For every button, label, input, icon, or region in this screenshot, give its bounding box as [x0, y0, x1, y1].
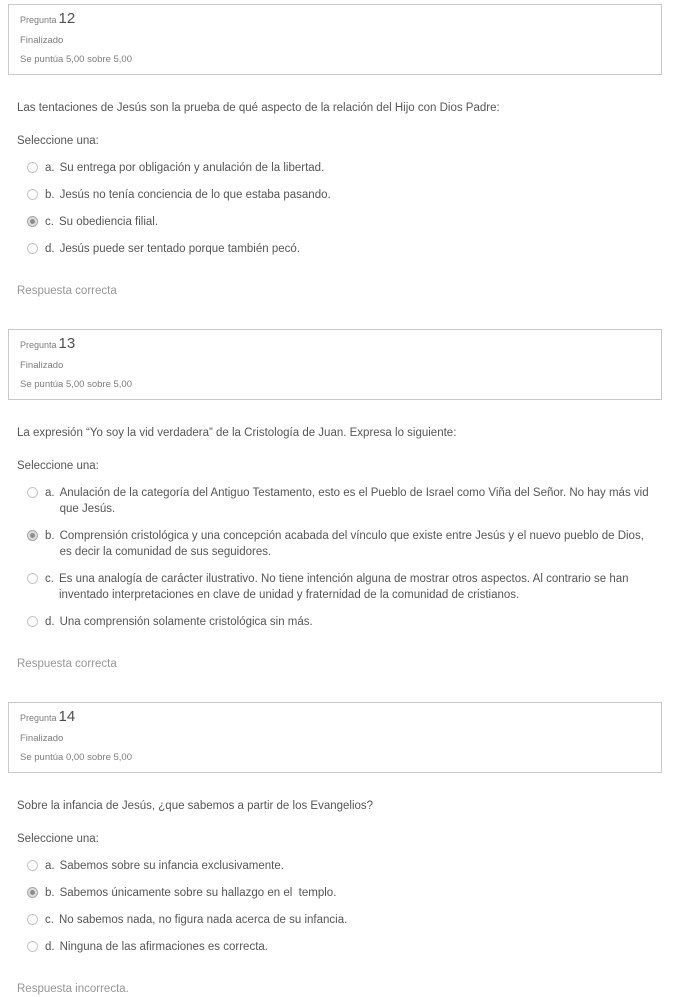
option-key: d. [45, 243, 55, 255]
answer-option-a[interactable] [17, 485, 670, 517]
radio-button-icon[interactable] [27, 616, 38, 627]
question-content [0, 798, 700, 997]
answer-option-d[interactable] [17, 614, 670, 630]
question-text: Las tentaciones de Jesús son la prueba de qué aspecto de la relación del Hijo con Dios Padre: [17, 102, 500, 114]
radio-button-icon[interactable] [27, 914, 38, 925]
radio-button-icon[interactable] [27, 189, 38, 200]
question-content [0, 425, 700, 672]
answer-option-d[interactable] [17, 939, 670, 955]
answer-option-b[interactable] [17, 187, 670, 203]
option-text: Una comprensión solamente cristológica sin más. [59, 616, 313, 628]
option-key: c. [45, 914, 54, 926]
question-grade: Se puntúa 0,00 sobre 5,00 [20, 752, 132, 763]
question-text: Sobre la infancia de Jesús, ¿que sabemos a partir de los Evangelios? [17, 800, 374, 812]
radio-button-icon[interactable] [27, 530, 38, 541]
question-info-box [8, 4, 662, 75]
option-text: Anulación de la categoría del Antiguo Testamento, esto es el Pueblo de Israel como Viña del Señor. No hay más vid que Jesús. [59, 487, 652, 515]
option-key: a. [45, 162, 55, 174]
question-number: 12 [58, 10, 76, 27]
question-content [0, 100, 700, 299]
option-key: c. [45, 573, 54, 585]
answer-option-c[interactable] [17, 912, 670, 928]
question-info-box [8, 702, 662, 773]
feedback-text: Respuesta incorrecta. [17, 983, 129, 995]
radio-button-icon[interactable] [27, 162, 38, 173]
option-text: Ninguna de las afirmaciones es correcta. [59, 941, 268, 953]
question-block-14 [0, 702, 700, 997]
option-text: Sabemos sobre su infancia exclusivamente. [59, 860, 284, 872]
question-number-row [20, 709, 649, 726]
option-text: No sabemos nada, no figura nada acerca de su infancia. [58, 914, 348, 926]
option-key: d. [45, 941, 55, 953]
answer-option-c[interactable] [17, 214, 670, 230]
answer-option-d[interactable] [17, 241, 670, 257]
question-number: 14 [58, 708, 76, 725]
question-grade: Se puntúa 5,00 sobre 5,00 [20, 54, 132, 65]
answer-prompt: Seleccione una: [17, 135, 99, 147]
radio-button-icon[interactable] [27, 941, 38, 952]
answer-option-c[interactable] [17, 571, 670, 603]
option-text: Su obediencia filial. [58, 216, 159, 228]
option-text: Su entrega por obligación y anulación de la libertad. [59, 162, 325, 174]
question-block-12 [0, 4, 700, 299]
feedback-text: Respuesta correcta [17, 658, 117, 670]
question-label: Pregunta [20, 15, 57, 25]
option-key: b. [45, 189, 55, 201]
question-text: La expresión “Yo soy la vid verdadera” de la Cristología de Juan. Expresa lo siguiente: [17, 427, 457, 439]
radio-button-icon[interactable] [27, 860, 38, 871]
radio-button-icon[interactable] [27, 887, 38, 898]
option-text: Comprensión cristológica y una concepción acabada del vínculo que existe entre Jesús y el nuevo pueblo de Dios, es decir la comunidad de sus seguidores. [59, 530, 648, 558]
radio-button-icon[interactable] [27, 573, 38, 584]
option-text: Sabemos únicamente sobre su hallazgo en el templo. [59, 887, 337, 899]
option-key: d. [45, 616, 55, 628]
answer-option-a[interactable] [17, 858, 670, 874]
question-number-row [20, 336, 649, 353]
option-key: b. [45, 887, 55, 899]
answer-option-b[interactable] [17, 528, 670, 560]
question-state: Finalizado [20, 35, 64, 46]
option-text: Jesús puede ser tentado porque también pecó. [59, 243, 300, 255]
radio-button-icon[interactable] [27, 216, 38, 227]
answer-prompt: Seleccione una: [17, 833, 99, 845]
question-state: Finalizado [20, 733, 64, 744]
option-key: a. [45, 487, 55, 499]
question-info-box [8, 329, 662, 400]
question-grade: Se puntúa 5,00 sobre 5,00 [20, 379, 132, 390]
question-number: 13 [58, 335, 76, 352]
answer-option-a[interactable] [17, 160, 670, 176]
question-label: Pregunta [20, 340, 57, 350]
question-state: Finalizado [20, 360, 64, 371]
question-block-13 [0, 329, 700, 672]
answer-prompt: Seleccione una: [17, 460, 99, 472]
option-text: Es una analogía de carácter ilustrativo. No tiene intención alguna de mostrar otros aspectos. Al contrario se han inventado interpretaciones en clave de unidad y fraternidad de la comunidad de cristianos. [58, 573, 632, 601]
option-text: Jesús no tenía conciencia de lo que estaba pasando. [59, 189, 331, 201]
question-number-row [20, 11, 649, 28]
option-key: a. [45, 860, 55, 872]
option-key: c. [45, 216, 54, 228]
radio-button-icon[interactable] [27, 487, 38, 498]
answer-option-b[interactable] [17, 885, 670, 901]
radio-button-icon[interactable] [27, 243, 38, 254]
question-label: Pregunta [20, 713, 57, 723]
feedback-text: Respuesta correcta [17, 285, 117, 297]
option-key: b. [45, 530, 55, 542]
